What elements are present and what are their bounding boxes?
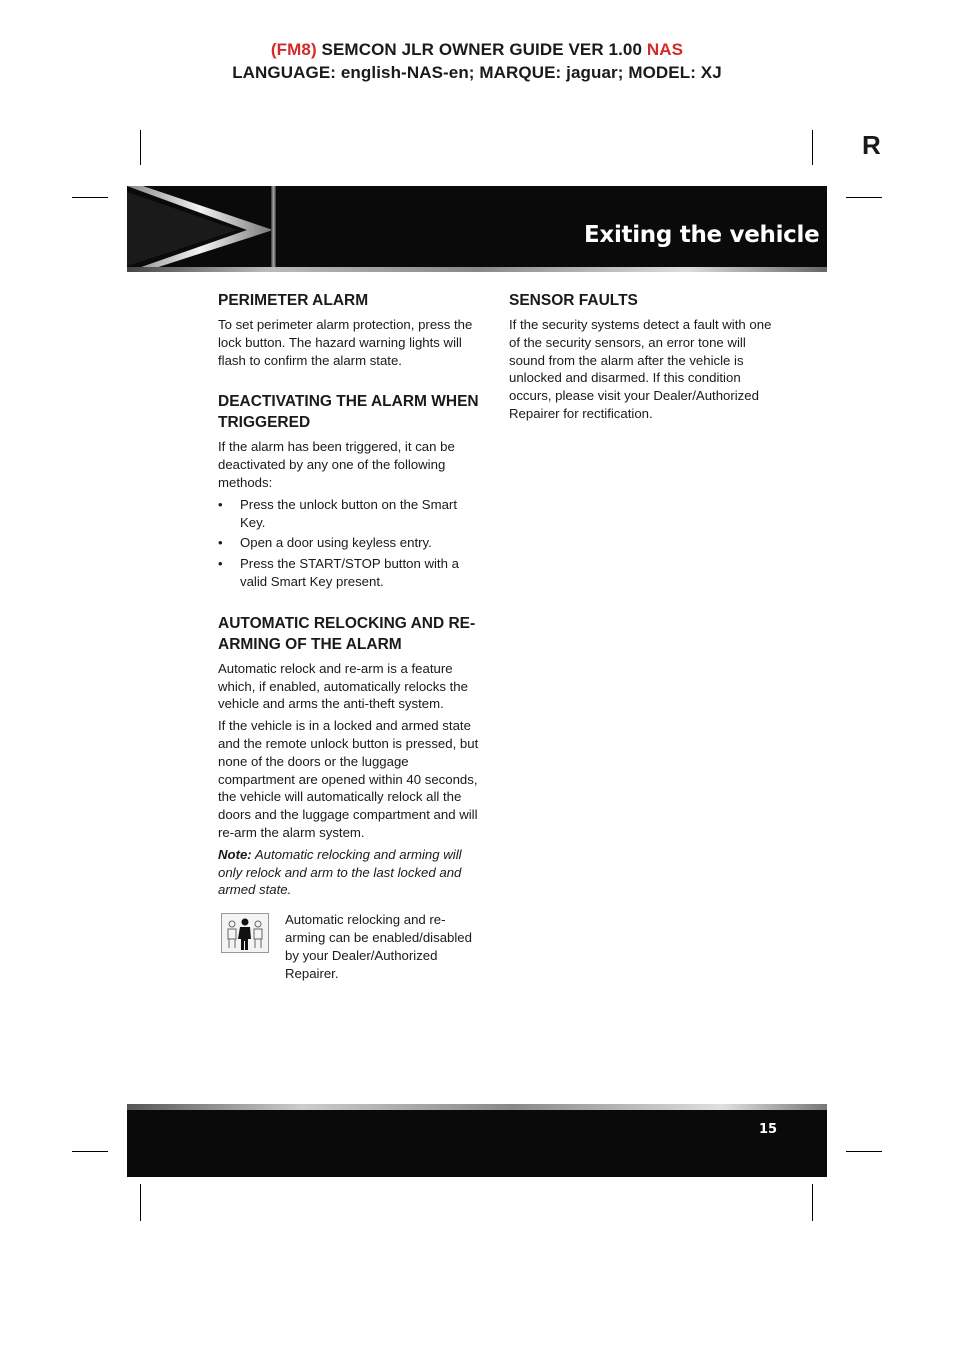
list-item: • Open a door using keyless entry. [218, 535, 432, 551]
crop-mark [812, 1184, 813, 1221]
chevron-graphic [127, 186, 277, 272]
margin-mark: R [862, 130, 881, 160]
relocking-paragraph-2: If the vehicle is in a locked and armed state and the remote unlock button is pressed, but none of the doors or the luggage compartment are opened within 40 seconds, the vehicle will automatically relock all the doors and the luggage compartment and will re-arm the alarm system. [218, 718, 479, 840]
crop-mark [72, 197, 108, 198]
dealer-service-callout [218, 911, 483, 991]
chapter-title: Exiting the vehicle [584, 222, 820, 248]
list-item: • Press the START/STOP button with a valid Smart Key present. [218, 556, 459, 589]
dealer-service-icon [221, 913, 269, 953]
header-code: (FM8) [270, 40, 317, 59]
right-column [509, 290, 774, 427]
banner-metal-strip [127, 267, 827, 272]
relocking-heading: AUTOMATIC RELOCKING AND RE-ARMING OF THE ALARM [218, 614, 476, 653]
banner-divider [271, 186, 276, 272]
footer-metal-strip [127, 1104, 827, 1110]
perimeter-body: To set perimeter alarm protection, press the lock button. The hazard warning lights will flash to confirm the alarm state. [218, 317, 473, 368]
relocking-paragraph-1: Automatic relock and re-arm is a feature which, if enabled, automatically relocks the vehicle and arms the anti-theft system. [218, 660, 468, 712]
page-number: 15 [759, 1122, 778, 1137]
note-label: Note: [218, 846, 252, 862]
relocking-note [218, 846, 483, 899]
header-region: NAS [646, 40, 684, 59]
header-title: SEMCON JLR OWNER GUIDE VER 1.00 [316, 40, 647, 59]
list-item: • Press the unlock button on the Smart Key. [218, 496, 457, 530]
deactivating-list [218, 496, 483, 591]
note-text: Automatic relocking and arming will only relock and arm to the last locked and armed state. [218, 846, 462, 898]
document-header-line2: LANGUAGE: english-NAS-en; MARQUE: jaguar; MODEL: XJ [232, 63, 722, 82]
deactivating-intro: If the alarm has been triggered, it can be deactivated by any one of the following methods: [218, 439, 455, 490]
sensor-heading: SENSOR FAULTS [509, 292, 638, 309]
crop-mark [140, 130, 141, 165]
crop-mark [846, 197, 882, 198]
crop-mark [846, 1151, 882, 1152]
perimeter-heading: PERIMETER ALARM [218, 292, 369, 309]
deactivating-heading: DEACTIVATING THE ALARM WHEN TRIGGERED [218, 393, 479, 432]
crop-mark [140, 1184, 141, 1221]
document-header-line1 [0, 40, 954, 60]
sensor-body: If the security systems detect a fault with one of the security sensors, an error tone will sound from the alarm after the vehicle is unlocked and disarmed. If this condition occurs, please visit your Dealer/Authorized Repairer for rectification. [509, 317, 772, 421]
crop-mark [812, 130, 813, 165]
crop-mark [72, 1151, 108, 1152]
page-footer [127, 1104, 827, 1177]
left-column [218, 290, 483, 991]
dealer-service-text: Automatic relocking and re-arming can be enabled/disabled by your Dealer/Authorized Repairer. [285, 912, 472, 981]
